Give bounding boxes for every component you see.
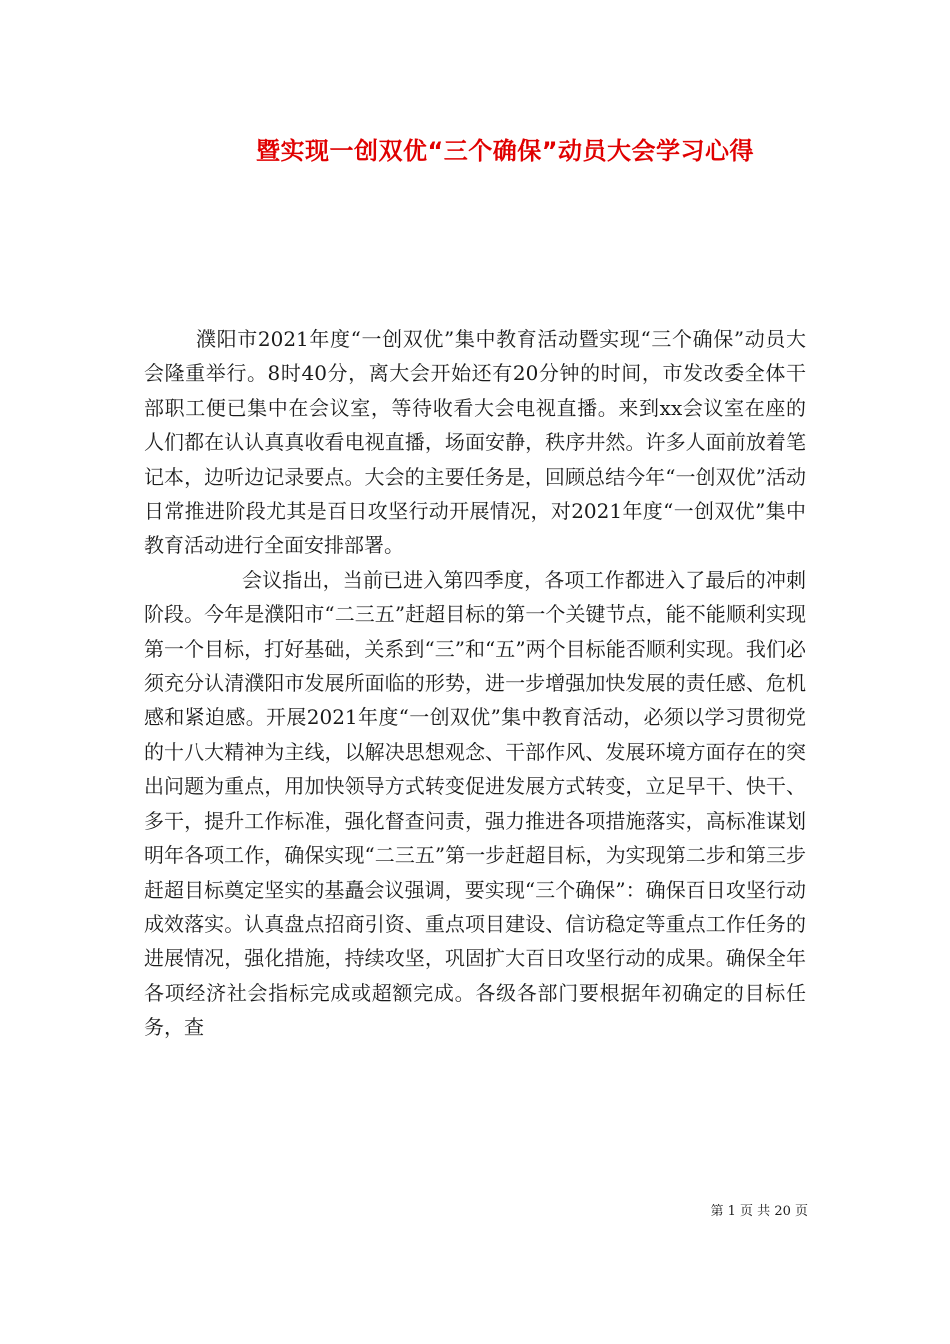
document-title: 暨实现一创双优“三个确保”动员大会学习心得 [255, 137, 755, 165]
paragraph-1: 濮阳市2021年度“一创双优”集中教育活动暨实现“三个确保”动员大会隆重举行。8时40分，离大会开始还有20分钟的时间，市发改委全体干部职工便已集中在会议室，等待收看大会电视直播。来到xx会议室在座的人们都在认认真真收看电视直播，场面安静，秩序井然。许多人面前放着笔记本，边听边记录要点。大会的主要任务是，回顾总结今年“一创双优”活动日常推进阶段尤其是百日攻坚行动开展情况，对2021年度“一创双优”集中教育活动进行全面安排部署。 [144, 327, 806, 558]
paragraph-2: 会议指出，当前已进入第四季度，各项工作都进入了最后的冲刺阶段。今年是濮阳市“二三五”赶超目标的第一个关键节点，能不能顺利实现第一个目标，打好基础，关系到“三”和“五”两个目标能否顺利实现。我们必须充分认清濮阳市发展所面临的形势，进一步增强加快发展的责任感、危机感和紧迫感。开展2021年度“一创双优”集中教育活动，必须以学习贯彻党的十八大精神为主线，以解决思想观念、干部作风、发展环境方面存在的突出问题为重点，用加快领导方式转变促进发展方式转变，立足早干、快干、多干，提升工作标准，强化督查问责，强力推进各项措施落实，高标准谋划明年各项工作，确保实现“二三五”第一步赶超目标，为实现第二步和第三步赶超目标奠定坚实的基矗会议强调，要实现“三个确保”：确保百日攻坚行动成效落实。认真盘点招商引资、重点项目建设、信访稳定等重点工作任务的进展情况，强化措施，持续攻坚，巩固扩大百日攻坚行动的成果。确保全年各项经济社会指标完成或超额完成。各级各部门要根据年初确定的目标任务，查 [144, 567, 806, 1040]
document-body [144, 322, 806, 1045]
page-number-footer: 第 1 页 共 20 页 [710, 1204, 808, 1219]
